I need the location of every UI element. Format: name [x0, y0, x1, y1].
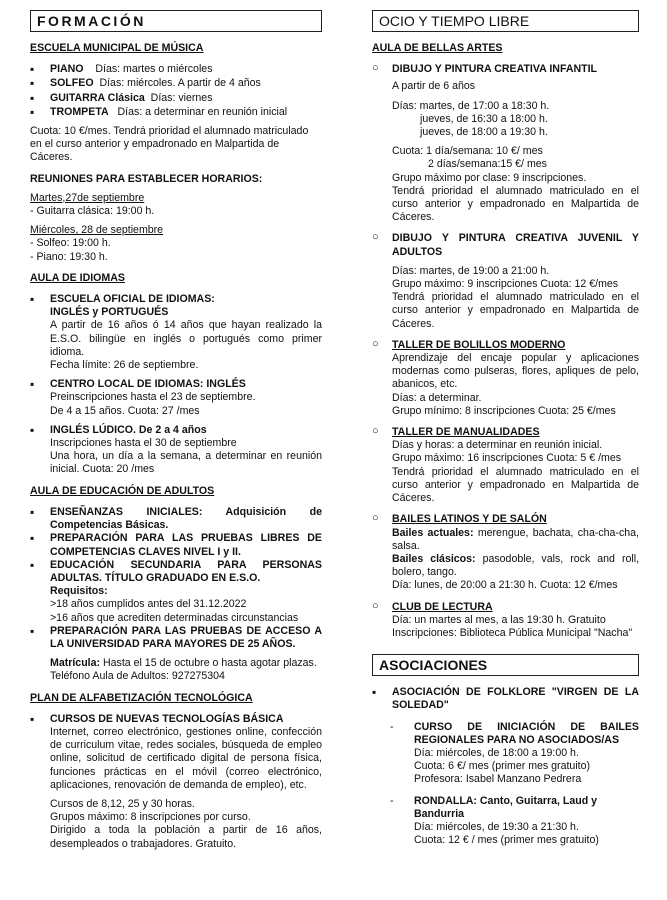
reunion2-detail1: - Solfeo: 19:00 h.: [30, 237, 111, 250]
bailes-actuales: [392, 527, 639, 553]
juvenil-grupo: Grupo máximo: 9 inscripciones Cuota: 12 €/mes: [392, 278, 619, 291]
musica-item-name: SOLFEO: [50, 77, 94, 90]
tecnologias-item: [30, 713, 322, 851]
adultos-item1: ▪ ENSEÑANZAS INICIALES: Adquisición de Competencias Básicas.: [30, 506, 322, 532]
bailes-dias: Día: lunes, de 20:00 a 21:30 h. Cuota: 12 €/mes: [392, 579, 618, 592]
infantil-dias1: Días: martes, de 17:00 a 18:30 h.: [392, 99, 550, 112]
musica-item-name: GUITARRA Clásica: [50, 91, 145, 104]
alfabetizacion-heading: PLAN DE ALFABETIZACIÓN TECNOLÓGICA: [30, 691, 253, 704]
infantil-title: DIBUJO Y PINTURA CREATIVA INFANTIL: [392, 63, 598, 76]
eoi-langs: INGLÉS y PORTUGUÉS: [50, 306, 169, 319]
bolillos-title: TALLER DE BOLILLOS MODERNO: [392, 338, 566, 351]
bailes-item: [372, 513, 639, 592]
circle-bullet-icon: ○: [372, 337, 379, 350]
musica-item-piano: [30, 63, 322, 76]
eoi-item: [30, 293, 322, 372]
musica-list: [30, 63, 322, 119]
tecnologias-dirigido: Dirigido a toda la población a partir de 16 años, desempleados o trabajadores. Gratuito.: [50, 824, 322, 850]
matricula-label: Matrícula:: [50, 657, 101, 670]
centro-line1: Preinscripciones hasta el 23 de septiembre.: [50, 391, 256, 404]
musica-item-trompeta: [30, 106, 322, 119]
musica-item-name: PIANO: [50, 63, 84, 76]
ludico-line1: Inscripciones hasta el 30 de septiembre: [50, 437, 237, 450]
infantil-prioridad: Tendrá prioridad el alumnado matriculado en el curso anterior y empadronado en Malpartida de Cáceres.: [392, 184, 639, 224]
bolillos-text: Aprendizaje del encaje popular y aplicaciones modernas como pulseras, flores, apliques de pelo, abanicos, etc.: [392, 352, 639, 391]
folklore-item: [372, 686, 639, 712]
bolillos-item: [372, 339, 639, 418]
infantil-grupo: Grupo máximo por clase: 9 inscripciones.: [392, 171, 587, 184]
juvenil-item: [372, 232, 639, 330]
musica-item-detail: Días: martes o miércoles: [95, 63, 213, 76]
reunion2-detail2: - Piano: 19:30 h.: [30, 250, 108, 263]
reunion1-detail: - Guitarra clásica: 19:00 h.: [30, 205, 155, 218]
infantil-dias2: jueves, de 16:30 a 18:00 h.: [420, 112, 548, 125]
rondalla-title: RONDALLA: Canto, Guitarra, Laud y Bandurria: [414, 794, 598, 820]
curso-iniciacion-dia: Día: miércoles, de 18:00 a 19:00 h.: [414, 746, 579, 759]
bolillos-grupo: Grupo mínimo: 8 inscripciones Cuota: 25 €/mes: [392, 404, 616, 417]
bailes-actuales-text: merengue, bachata, cha-cha-cha, salsa.: [392, 526, 640, 552]
curso-iniciacion-title: CURSO DE INICIACIÓN DE BAILES REGIONALES PARA NO ASOCIADOS/AS: [414, 720, 639, 746]
rondalla-cuota: Cuota: 12 € / mes (primer mes gratuito): [414, 834, 599, 847]
musica-item-solfeo: [30, 77, 322, 90]
bailes-clasicos: [392, 553, 639, 579]
juvenil-prioridad: Tendrá prioridad el alumnado matriculado en el curso anterior y empadronado en Malpartida de Cáceres.: [392, 291, 639, 330]
manualidades-dias: Días y horas: a determinar en reunión inicial.: [392, 439, 603, 452]
bolillos-dias: Días: a determinar.: [392, 391, 482, 404]
requisitos-title: Requisitos:: [50, 585, 108, 598]
bellas-artes-heading: AULA DE BELLAS ARTES: [372, 42, 503, 54]
adultos-item2: ▪ PREPARACIÓN PARA LAS PRUEBAS LIBRES DE COMPETENCIAS CLAVES NIVEL I y II.: [30, 532, 322, 558]
asociaciones-title: [372, 654, 639, 676]
ludico-line2: Una hora, un día a la semana, a determinar en reunión inicial. Cuota: 20 /mes: [50, 450, 322, 476]
bailes-title: BAILES LATINOS Y DE SALÓN: [392, 513, 547, 526]
circle-bullet-icon: ○: [372, 62, 379, 75]
musica-item-detail: Días: viernes: [150, 91, 213, 104]
eoi-title: ▪ ESCUELA OFICIAL DE IDIOMAS:: [50, 293, 215, 306]
eoi-fecha: Fecha límite: 26 de septiembre.: [50, 359, 199, 372]
lectura-inscripciones: Inscripciones: Biblioteca Pública Municipal "Nacha": [392, 626, 633, 639]
infantil-item: [372, 63, 639, 224]
curso-iniciacion-item: [390, 721, 639, 787]
ludico-item: [30, 424, 322, 477]
rondalla-item: [390, 795, 639, 848]
folklore-title: ▪ ASOCIACIÓN DE FOLKLORE "VIRGEN DE LA SOLEDAD": [392, 686, 639, 712]
requisito-2: >16 años que acrediten determinadas circunstancias: [50, 611, 299, 624]
ludico-title: ▪ INGLÉS LÚDICO. De 2 a 4 años: [50, 423, 207, 436]
curso-iniciacion-prof: Profesora: Isabel Manzano Pedrera: [414, 773, 582, 786]
bailes-clasicos-label: Bailes clásicos:: [392, 552, 476, 565]
musica-item-detail: Días: miércoles. A partir de 4 años: [99, 77, 261, 90]
requisito-1: >18 años cumplidos antes del 31.12.2022: [50, 598, 247, 611]
reuniones-heading: REUNIONES PARA ESTABLECER HORARIOS:: [30, 172, 263, 185]
manualidades-grupo: Grupo máximo: 16 inscripciones Cuota: 5 € /mes: [392, 452, 622, 465]
formacion-title: FORMACIÓN: [30, 10, 322, 32]
juvenil-title: DIBUJO Y PINTURA CREATIVA JUVENIL Y ADULTOS: [392, 232, 639, 258]
manualidades-item: [372, 426, 639, 505]
lectura-dia: Día: un martes al mes, a las 19:30 h. Gratuito: [392, 613, 606, 626]
rondalla-dia: Día: miércoles, de 19:30 a 21:30 h.: [414, 820, 579, 833]
circle-bullet-icon: ○: [372, 425, 379, 438]
centro-title: ▪ CENTRO LOCAL DE IDIOMAS: INGLÉS: [50, 378, 246, 391]
musica-item-guitarra: [30, 92, 322, 105]
musica-item-detail: Días: a determinar en reunión inicial: [117, 105, 288, 118]
matricula-text: Hasta el 15 de octubre o hasta agotar plazas.: [100, 657, 317, 670]
tecnologias-grupos: Grupos máximo: 8 inscripciones por curso.: [50, 811, 251, 824]
musica-cuota: Cuota: 10 €/mes. Tendrá prioridad el alumnado matriculado en el curso anterior y empadronado en Malpartida de Cáceres.: [30, 125, 309, 164]
centro-item: [30, 378, 322, 418]
manualidades-prioridad: Tendrá prioridad el alumnado matriculado en el curso anterior y empadronado en Malpartida de Cáceres.: [392, 465, 639, 505]
asociaciones-title-text: ASOCIACIONES: [379, 657, 488, 674]
circle-bullet-icon: ○: [372, 599, 379, 612]
dash-bullet-icon: -: [390, 794, 394, 807]
matricula-line: [30, 657, 322, 670]
manualidades-title: TALLER DE MANUALIDADES: [392, 426, 540, 439]
reunion1-date: Martes,27de septiembre: [30, 191, 145, 204]
ocio-title: OCIO Y TIEMPO LIBRE: [372, 10, 639, 32]
musica-item-name: TROMPETA: [50, 105, 109, 118]
curso-iniciacion-cuota: Cuota: 6 €/ mes (primer mes gratuito): [414, 760, 591, 773]
dash-bullet-icon: -: [390, 720, 394, 733]
lectura-item: [372, 601, 639, 641]
infantil-cuota1: Cuota: 1 día/semana: 10 €/ mes: [392, 145, 543, 158]
centro-line2: De 4 a 15 años. Cuota: 27 /mes: [50, 404, 200, 417]
tecnologias-cursos: Cursos de 8,12, 25 y 30 horas.: [50, 797, 195, 810]
eoi-text: A partir de 16 años ó 14 años que hayan realizado la E.S.O. bilingüe en inglés o portugués como primer idioma.: [50, 319, 322, 358]
adultos-item3-title: ▪ EDUCACIÓN SECUNDARIA PARA PERSONAS ADULTAS. TÍTULO GRADUADO EN E.S.O.: [50, 558, 322, 584]
reunion2-date: Miércoles, 28 de septiembre: [30, 224, 164, 237]
idiomas-heading: AULA DE IDIOMAS: [30, 271, 125, 284]
formacion-column: [30, 10, 322, 851]
adultos-heading: AULA DE EDUCACIÓN DE ADULTOS: [30, 484, 215, 497]
ocio-column: [372, 10, 639, 847]
lectura-title: CLUB DE LECTURA: [392, 600, 493, 613]
adultos-item3: [30, 559, 322, 625]
juvenil-dias: Días: martes, de 19:00 a 21:00 h.: [392, 264, 550, 277]
musica-heading: ESCUELA MUNICIPAL DE MÚSICA: [30, 42, 204, 54]
tecnologias-title: ▪ CURSOS DE NUEVAS TECNOLOGÍAS BÁSICA: [50, 712, 284, 725]
infantil-dias3: jueves, de 18:00 a 19:30 h.: [420, 126, 548, 139]
telefono-adultos: Teléfono Aula de Adultos: 927275304: [50, 670, 225, 683]
bailes-clasicos-text: pasodoble, vals, rock and roll, bolero, tango.: [392, 552, 640, 579]
adultos-item4: ▪ PREPARACIÓN PARA LAS PRUEBAS DE ACCESO A LA UNIVERSIDAD PARA MAYORES DE 25 AÑOS.: [30, 625, 322, 651]
circle-bullet-icon: ○: [372, 512, 379, 525]
bailes-actuales-label: Bailes actuales:: [392, 526, 474, 539]
tecnologias-text: Internet, correo electrónico, gestiones online, confección de curriculum vitae, redes sociales, búsqueda de empleo online, solicitud de certificado digital de persona física, funciones prácticas en el móvil (correo electrónico, aplicaciones, renovación de demanda de empleo), etc.: [50, 725, 322, 791]
circle-bullet-icon: ○: [372, 231, 379, 244]
infantil-edad: A partir de 6 años: [392, 80, 476, 93]
infantil-cuota2: 2 días/semana:15 €/ mes: [428, 158, 547, 171]
